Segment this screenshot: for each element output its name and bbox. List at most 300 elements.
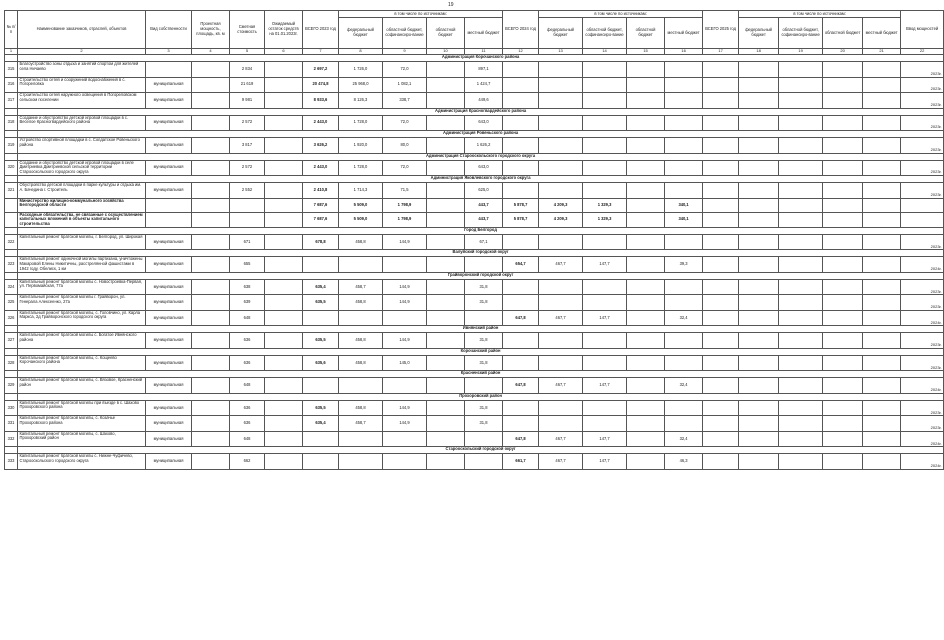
local-2023 <box>465 257 503 273</box>
total-2023: 635,4 <box>303 416 339 432</box>
section-header-row <box>5 393 944 400</box>
total-2024: 647,8 <box>503 310 539 326</box>
section-title: Прохоровский район <box>18 393 944 400</box>
estimated-cost: 636 <box>230 333 265 349</box>
table-row <box>5 295 944 311</box>
total-2023 <box>303 378 339 394</box>
total-2023: 2 697,2 <box>303 62 339 78</box>
local-2023: 31,8 <box>465 416 503 432</box>
total-2023: 7 687,6 <box>303 212 339 227</box>
total-2024 <box>503 115 539 131</box>
object-name: Капитальный ремонт братской могилы, с. Кощеево Корочанского района <box>18 355 146 371</box>
row-number: 318 <box>5 115 18 131</box>
federal-2023: 458,8 <box>339 400 383 416</box>
header-local-2023: местный бюджет <box>465 18 503 49</box>
regional-cofin-2025 <box>779 257 823 273</box>
object-name: Строительство сетей и сооружений водоснабжения в с. Погореловка <box>18 77 146 93</box>
row-number: 322 <box>5 234 18 250</box>
regional-cofin-2023: 72,0 <box>383 62 427 78</box>
column-number: 22 <box>901 49 944 55</box>
regional-cofin-2024 <box>583 77 627 93</box>
local-2024: 32,4 <box>665 378 703 394</box>
federal-2024: 4 209,3 <box>539 198 583 212</box>
local-2025 <box>863 93 901 109</box>
ownership: муниципальная <box>146 378 192 394</box>
object-name: Капитальный ремонт братской могилы г. Грайворон, ул. Генерала Алексеенко, 27а <box>18 295 146 311</box>
header-federal-2025: федеральный бюджет <box>739 18 779 49</box>
regional-2024 <box>627 400 665 416</box>
regional-2025 <box>823 431 863 447</box>
local-2023: 1 626,2 <box>465 138 503 154</box>
federal-2023: 1 920,0 <box>339 138 383 154</box>
regional-cofin-2023: 72,0 <box>383 160 427 176</box>
object-name: Капитальный ремонт братской могилы при въезде в с. Шахово Прохоровского района <box>18 400 146 416</box>
regional-cofin-2024: 147,7 <box>583 454 627 470</box>
header-capacity: Проектная мощность, площадь, кв. м <box>192 11 230 49</box>
local-2025 <box>863 77 901 93</box>
total-2025 <box>703 62 739 78</box>
section-title: Корочанский район <box>18 348 944 355</box>
regional-2025 <box>823 355 863 371</box>
table-row <box>5 160 944 176</box>
total-2023: 635,5 <box>303 333 339 349</box>
estimated-cost: 648 <box>230 431 265 447</box>
total-2025 <box>703 333 739 349</box>
estimated-cost: 648 <box>230 310 265 326</box>
capacity <box>192 183 230 199</box>
commission-year: 2023г. <box>901 400 944 416</box>
federal-2024 <box>539 279 583 295</box>
total-2024 <box>503 295 539 311</box>
capacity <box>192 234 230 250</box>
capacity <box>192 416 230 432</box>
local-2025 <box>863 198 901 212</box>
federal-2024 <box>539 93 583 109</box>
local-2024: 32,4 <box>665 431 703 447</box>
section-title: Валуйский городской округ <box>18 250 944 257</box>
capacity <box>192 77 230 93</box>
local-2024 <box>665 234 703 250</box>
regional-cofin-2023 <box>383 431 427 447</box>
commission-year: 2023г. <box>901 333 944 349</box>
row-number: 315 <box>5 62 18 78</box>
capacity <box>192 310 230 326</box>
estimated-cost: 2 834 <box>230 62 265 78</box>
regional-cofin-2025 <box>779 93 823 109</box>
table-row <box>5 77 944 93</box>
local-2023: 31,8 <box>465 279 503 295</box>
total-2024 <box>503 355 539 371</box>
header-local-2025: местный бюджет <box>863 18 901 49</box>
header-regional-2024: областной бюджет <box>627 18 665 49</box>
header-regional-cofin-2023: областной бюджет, софинансиро-вание <box>383 18 427 49</box>
federal-2025 <box>739 378 779 394</box>
commission-year: 2024г. <box>901 257 944 273</box>
federal-2023: 5 509,0 <box>339 212 383 227</box>
federal-2024 <box>539 160 583 176</box>
ownership: муниципальная <box>146 160 192 176</box>
local-2024 <box>665 333 703 349</box>
section-title: Администрация Ровеньского района <box>18 131 944 138</box>
estimated-cost: 671 <box>230 234 265 250</box>
column-number: 17 <box>703 49 739 55</box>
total-2025 <box>703 431 739 447</box>
section-spacer <box>5 131 18 138</box>
regional-2023 <box>427 400 465 416</box>
regional-2024 <box>627 183 665 199</box>
total-2024 <box>503 416 539 432</box>
header-total-2025: ВСЕГО 2025 год <box>703 11 739 49</box>
total-2025 <box>703 93 739 109</box>
federal-2024 <box>539 333 583 349</box>
regional-2023 <box>427 183 465 199</box>
table-row <box>5 257 944 273</box>
local-2025 <box>863 416 901 432</box>
federal-2025 <box>739 257 779 273</box>
total-2023 <box>303 257 339 273</box>
regional-cofin-2024 <box>583 160 627 176</box>
total-2024 <box>503 77 539 93</box>
header-sources-2023: в том числе по источникам: <box>339 11 503 18</box>
regional-cofin-2023: 144,9 <box>383 416 427 432</box>
total-2025 <box>703 279 739 295</box>
regional-cofin-2023: 144,9 <box>383 295 427 311</box>
table-row <box>5 400 944 416</box>
ownership: муниципальная <box>146 454 192 470</box>
regional-2023 <box>427 416 465 432</box>
header-sources-row <box>5 11 944 18</box>
regional-2024 <box>627 416 665 432</box>
regional-cofin-2025 <box>779 160 823 176</box>
capacity <box>192 138 230 154</box>
capacity <box>192 160 230 176</box>
regional-cofin-2024 <box>583 138 627 154</box>
regional-2023 <box>427 310 465 326</box>
section-header-row <box>5 250 944 257</box>
column-number: 2 <box>18 49 146 55</box>
header-total-2024: ВСЕГО 2024 год <box>503 11 539 49</box>
regional-2025 <box>823 198 863 212</box>
federal-2024 <box>539 234 583 250</box>
commission-year: 2023г. <box>901 234 944 250</box>
regional-2023 <box>427 198 465 212</box>
commission-year: 2024г. <box>901 431 944 447</box>
total-2025 <box>703 115 739 131</box>
section-header-row <box>5 55 944 62</box>
ownership <box>146 198 192 212</box>
section-header-row <box>5 371 944 378</box>
ownership: муниципальная <box>146 279 192 295</box>
local-2023 <box>465 310 503 326</box>
local-2024 <box>665 355 703 371</box>
column-number: 14 <box>583 49 627 55</box>
total-2025 <box>703 295 739 311</box>
regional-cofin-2023: 145,0 <box>383 355 427 371</box>
commission-year: 2024г. <box>901 378 944 394</box>
regional-cofin-2025 <box>779 295 823 311</box>
federal-2023: 5 509,0 <box>339 198 383 212</box>
regional-cofin-2025 <box>779 378 823 394</box>
regional-cofin-2024: 147,7 <box>583 310 627 326</box>
federal-2023: 1 714,3 <box>339 183 383 199</box>
regional-cofin-2024: 1 329,3 <box>583 212 627 227</box>
regional-cofin-2023: 72,0 <box>383 115 427 131</box>
column-number: 10 <box>427 49 465 55</box>
header-cost: Сметная стоимость <box>230 11 265 49</box>
ownership: муниципальная <box>146 183 192 199</box>
row-number: 319 <box>5 138 18 154</box>
local-2023: 31,8 <box>465 333 503 349</box>
column-number: 15 <box>627 49 665 55</box>
table-body <box>5 55 944 470</box>
row-number <box>5 212 18 227</box>
row-number: 327 <box>5 333 18 349</box>
federal-2023 <box>339 431 383 447</box>
column-number: 11 <box>465 49 503 55</box>
total-2025 <box>703 198 739 212</box>
remaining-funds <box>265 138 303 154</box>
local-2024 <box>665 77 703 93</box>
regional-2023 <box>427 138 465 154</box>
total-2024 <box>503 160 539 176</box>
row-number: 331 <box>5 416 18 432</box>
section-spacer <box>5 108 18 115</box>
remaining-funds <box>265 310 303 326</box>
remaining-funds <box>265 454 303 470</box>
federal-2024: 4 209,3 <box>539 212 583 227</box>
local-2024: 32,4 <box>665 310 703 326</box>
commission-year: 2023г. <box>901 295 944 311</box>
section-title: Администрация Яковлевского городского округа <box>18 176 944 183</box>
ownership: муниципальная <box>146 400 192 416</box>
section-title: Город Белгород <box>18 227 944 234</box>
regional-2023 <box>427 333 465 349</box>
object-name: Капитальный ремонт братской могилы с. Новостроевка-Первая, ул. Первомайская, 77а <box>18 279 146 295</box>
regional-cofin-2023: 144,9 <box>383 234 427 250</box>
ownership: муниципальная <box>146 416 192 432</box>
regional-2023 <box>427 93 465 109</box>
section-header-row <box>5 131 944 138</box>
column-number: 18 <box>739 49 779 55</box>
section-header-row <box>5 272 944 279</box>
commission-year <box>901 198 944 212</box>
row-number: 320 <box>5 160 18 176</box>
total-2023: 635,5 <box>303 400 339 416</box>
local-2023: 643,0 <box>465 160 503 176</box>
regional-2024 <box>627 62 665 78</box>
remaining-funds <box>265 160 303 176</box>
federal-2025 <box>739 400 779 416</box>
table-row <box>5 234 944 250</box>
regional-cofin-2025 <box>779 310 823 326</box>
local-2025 <box>863 115 901 131</box>
remaining-funds <box>265 378 303 394</box>
row-number: 325 <box>5 295 18 311</box>
object-name: Создание и обустройство детской игровой площадки в с. Веселое Красногвардейского района <box>18 115 146 131</box>
federal-2023: 458,7 <box>339 279 383 295</box>
total-2023: 678,8 <box>303 234 339 250</box>
regional-2024 <box>627 378 665 394</box>
local-2023: 443,7 <box>465 212 503 227</box>
regional-cofin-2024 <box>583 355 627 371</box>
regional-cofin-2024 <box>583 279 627 295</box>
federal-2023: 458,7 <box>339 416 383 432</box>
ownership <box>146 212 192 227</box>
total-2023: 8 933,6 <box>303 93 339 109</box>
estimated-cost: 2 572 <box>230 115 265 131</box>
ownership: муниципальная <box>146 77 192 93</box>
estimated-cost: 3 817 <box>230 138 265 154</box>
column-number: 5 <box>230 49 265 55</box>
local-2023 <box>465 378 503 394</box>
object-name: Создание и обустройство детской игровой площадки в селе Дмитриевка Дмитриевской сельской территории Старооскольского городского округа <box>18 160 146 176</box>
total-2023: 2 443,0 <box>303 160 339 176</box>
total-2025 <box>703 212 739 227</box>
total-2025 <box>703 160 739 176</box>
remaining-funds <box>265 62 303 78</box>
federal-2023: 1 728,0 <box>339 115 383 131</box>
remaining-funds <box>265 431 303 447</box>
local-2023: 443,7 <box>465 198 503 212</box>
regional-cofin-2025 <box>779 77 823 93</box>
regional-2024 <box>627 257 665 273</box>
capacity <box>192 454 230 470</box>
federal-2025 <box>739 310 779 326</box>
regional-2024 <box>627 115 665 131</box>
object-name: Капитальный ремонт братской могилы, с. Вязовое, Красненский район <box>18 378 146 394</box>
regional-cofin-2024 <box>583 115 627 131</box>
section-title: Администрация Красногвардейского района <box>18 108 944 115</box>
total-2024 <box>503 333 539 349</box>
object-name: Расходные обязательства, не связанные с осуществлением капитальных вложений в объекты капитального строительства <box>18 212 146 227</box>
total-2025 <box>703 257 739 273</box>
table-row <box>5 416 944 432</box>
total-2023: 635,5 <box>303 295 339 311</box>
table-row <box>5 62 944 78</box>
total-2025 <box>703 183 739 199</box>
row-number: 316 <box>5 77 18 93</box>
capacity <box>192 279 230 295</box>
regional-cofin-2024 <box>583 183 627 199</box>
table-row <box>5 115 944 131</box>
local-2025 <box>863 212 901 227</box>
ownership: муниципальная <box>146 115 192 131</box>
total-2025 <box>703 454 739 470</box>
estimated-cost: 21 619 <box>230 77 265 93</box>
row-number: 333 <box>5 454 18 470</box>
capacity <box>192 355 230 371</box>
table-row <box>5 310 944 326</box>
regional-2025 <box>823 378 863 394</box>
section-header-row <box>5 227 944 234</box>
regional-cofin-2025 <box>779 212 823 227</box>
total-2024: 647,8 <box>503 431 539 447</box>
total-2023 <box>303 310 339 326</box>
regional-2023 <box>427 234 465 250</box>
section-spacer <box>5 250 18 257</box>
ownership: муниципальная <box>146 234 192 250</box>
local-2023: 897,1 <box>465 62 503 78</box>
federal-2025 <box>739 62 779 78</box>
row-number: 326 <box>5 310 18 326</box>
estimated-cost: 638 <box>230 279 265 295</box>
regional-2025 <box>823 454 863 470</box>
total-2024 <box>503 400 539 416</box>
federal-2023: 458,8 <box>339 355 383 371</box>
local-2023: 31,8 <box>465 400 503 416</box>
header-name: Наименование заказчиков, отраслей, объектов <box>18 11 146 49</box>
regional-cofin-2025 <box>779 333 823 349</box>
row-number: 324 <box>5 279 18 295</box>
regional-cofin-2023 <box>383 378 427 394</box>
regional-cofin-2025 <box>779 279 823 295</box>
federal-2023: 8 126,3 <box>339 93 383 109</box>
regional-cofin-2023: 338,7 <box>383 93 427 109</box>
regional-cofin-2024 <box>583 234 627 250</box>
regional-2023 <box>427 77 465 93</box>
commission-year: 2023г. <box>901 416 944 432</box>
object-name: Устройство спортивной площадки в с. Солдатское Ровеньского района <box>18 138 146 154</box>
ownership: муниципальная <box>146 333 192 349</box>
total-2024 <box>503 138 539 154</box>
regional-2024 <box>627 279 665 295</box>
regional-cofin-2024 <box>583 295 627 311</box>
local-2024: 340,1 <box>665 212 703 227</box>
section-spacer <box>5 55 18 62</box>
capacity <box>192 115 230 131</box>
federal-2023 <box>339 310 383 326</box>
regional-2023 <box>427 355 465 371</box>
section-spacer <box>5 153 18 160</box>
regional-2025 <box>823 310 863 326</box>
regional-2023 <box>427 431 465 447</box>
local-2023: 625,0 <box>465 183 503 199</box>
local-2023: 31,8 <box>465 355 503 371</box>
object-name: Министерство жилищно-коммунального хозяйства Белгородской области <box>18 198 146 212</box>
total-2024: 5 878,7 <box>503 212 539 227</box>
local-2025 <box>863 355 901 371</box>
ownership: муниципальная <box>146 93 192 109</box>
section-spacer <box>5 272 18 279</box>
local-2023: 643,0 <box>465 115 503 131</box>
local-2025 <box>863 454 901 470</box>
local-2023 <box>465 454 503 470</box>
column-number: 19 <box>779 49 823 55</box>
section-spacer <box>5 348 18 355</box>
header-federal-2024: федеральный бюджет <box>539 18 583 49</box>
remaining-funds <box>265 93 303 109</box>
local-2023 <box>465 431 503 447</box>
local-2024: 39,3 <box>665 257 703 273</box>
header-total-2023: ВСЕГО 2023 год <box>303 11 339 49</box>
federal-2025 <box>739 454 779 470</box>
federal-2023: 458,8 <box>339 333 383 349</box>
regional-cofin-2025 <box>779 115 823 131</box>
regional-2025 <box>823 62 863 78</box>
regional-2023 <box>427 378 465 394</box>
regional-cofin-2023 <box>383 257 427 273</box>
section-title: Грайворонский городской округ <box>18 272 944 279</box>
federal-2024 <box>539 77 583 93</box>
estimated-cost: 636 <box>230 400 265 416</box>
regional-cofin-2023: 144,9 <box>383 279 427 295</box>
total-2024 <box>503 183 539 199</box>
section-header-row <box>5 108 944 115</box>
local-2024: 340,1 <box>665 198 703 212</box>
column-number: 9 <box>383 49 427 55</box>
local-2024 <box>665 62 703 78</box>
header-no: № п/п <box>5 11 18 49</box>
